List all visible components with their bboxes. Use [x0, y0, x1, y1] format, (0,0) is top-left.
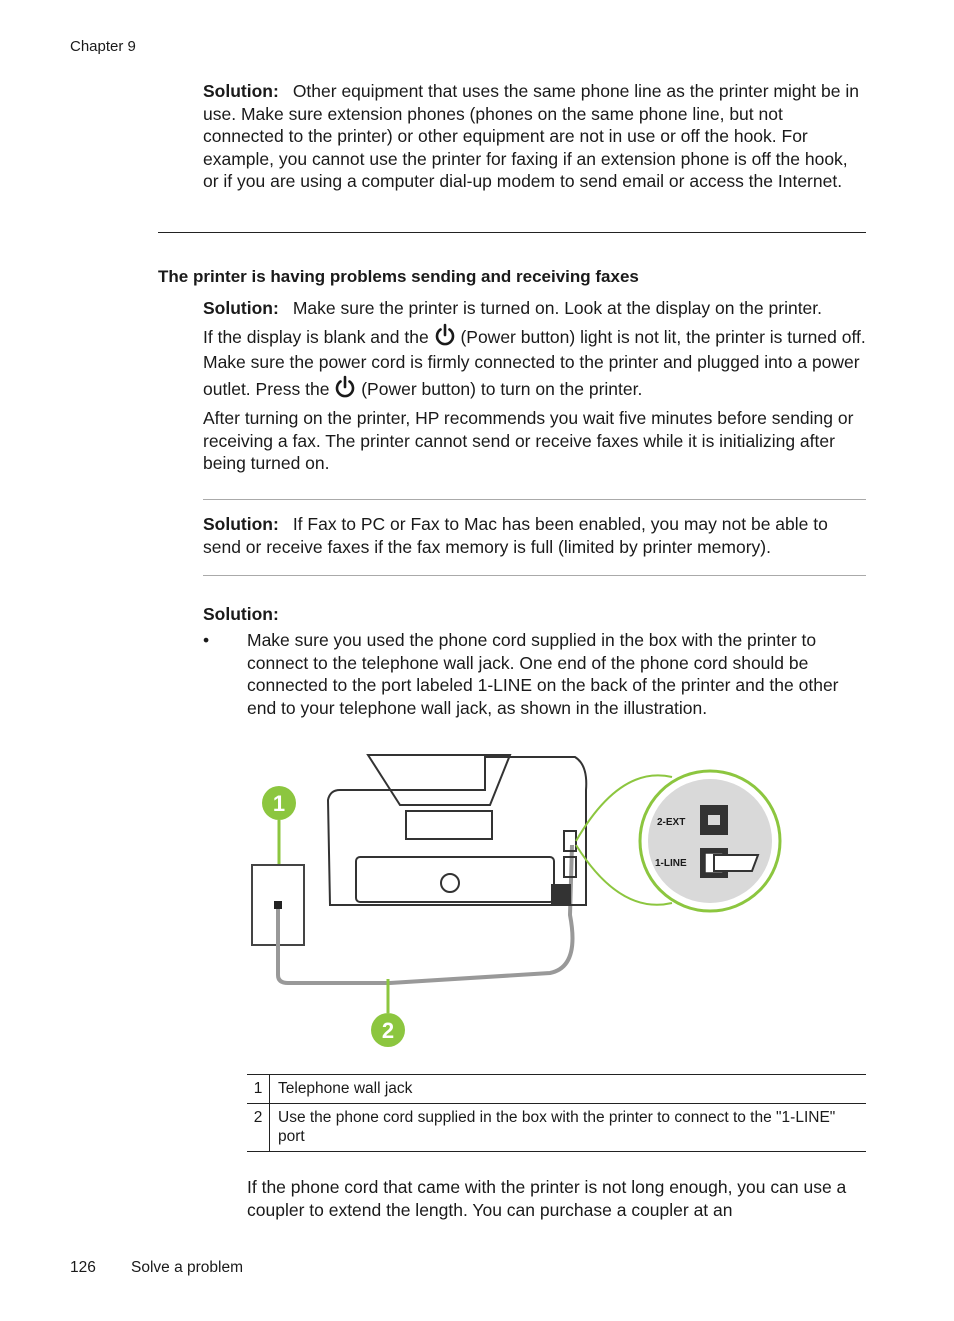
solution-block-2 — [203, 297, 868, 320]
section-heading: The printer is having problems sending and receiving faxes — [158, 267, 639, 286]
closing-paragraph: If the phone cord that came with the printer is not long enough, you can use a coupler to extend the length. You can purchase a coupler at an — [247, 1177, 847, 1220]
section-divider — [158, 232, 866, 233]
solution-block-3 — [203, 513, 868, 558]
port-detail-zoom — [640, 771, 780, 911]
legend-number: 1 — [247, 1075, 270, 1104]
svg-text:2-EXT: 2-EXT — [657, 817, 686, 828]
solution-label: Solution: — [203, 514, 279, 534]
solution-divider — [203, 575, 866, 576]
callout-2-icon — [371, 1013, 405, 1047]
legend-row — [247, 1103, 866, 1151]
phone-cord — [278, 845, 573, 983]
solution-block-1 — [203, 80, 868, 193]
legend-number: 2 — [247, 1103, 270, 1151]
legend-text: Use the phone cord supplied in the box with the printer to connect to the "1-LINE" port — [270, 1103, 867, 1151]
solution-text: Other equipment that uses the same phone line as the printer might be in use. Make sure extension phones (phones on the same phone line, but not connected to the printer) or other equipment are not in use or off the hook. For example, you cannot use the printer for faxing if an extension phone is off the hook, or if you are using a computer dial-up modem to send email or access the Internet. — [203, 81, 859, 191]
svg-text:1: 1 — [272, 791, 286, 816]
svg-text:2: 2 — [381, 1018, 395, 1043]
solution-label: Solution: — [203, 604, 279, 624]
power-paragraph — [203, 323, 868, 402]
initializing-paragraph: After turning on the printer, HP recommends you wait five minutes before sending or receiving a fax. The printer cannot send or receive faxes while it is initializing after being turned on. — [203, 408, 854, 473]
legend-table — [247, 1074, 866, 1152]
solution-text: Make sure the printer is turned on. Look at the display on the printer. — [292, 298, 823, 318]
connection-illustration — [240, 745, 800, 1055]
printer-back-icon — [328, 755, 586, 905]
footer-section: Solve a problem — [131, 1259, 244, 1276]
legend-text: Telephone wall jack — [270, 1075, 867, 1104]
power-text-a: If the display is blank and the — [203, 327, 429, 347]
ext-port-icon — [700, 805, 728, 835]
solution-label: Solution: — [203, 81, 279, 101]
solution-divider — [203, 499, 866, 500]
power-text-c: (Power button) to turn on the printer. — [361, 379, 643, 399]
bullet-text: Make sure you used the phone cord supplied in the box with the printer to connect to the telephone wall jack. One end of the phone cord should be connected to the port labeled 1-LINE on the back of the printer and the other end to your telephone wall jack, as shown in the illustration. — [247, 630, 839, 718]
power-button-icon — [434, 323, 456, 349]
chapter-label: Chapter 9 — [70, 38, 136, 55]
solution-label: Solution: — [203, 298, 279, 318]
power-text-b: (Power button) light is not lit, the printer is turned off. Make sure the power cord is firmly connected to the printer and plugged into a power outlet. Press the — [203, 327, 866, 399]
svg-text:1-LINE: 1-LINE — [655, 858, 687, 869]
solution-text: If Fax to PC or Fax to Mac has been enabled, you may not be able to send or receive faxes if the fax memory is full (limited by printer memory). — [203, 514, 828, 557]
legend-row — [247, 1075, 866, 1104]
power-button-icon — [334, 375, 356, 401]
page-number: 126 — [70, 1259, 96, 1276]
bullet-marker: • — [203, 630, 210, 650]
callout-1-icon — [262, 786, 296, 820]
